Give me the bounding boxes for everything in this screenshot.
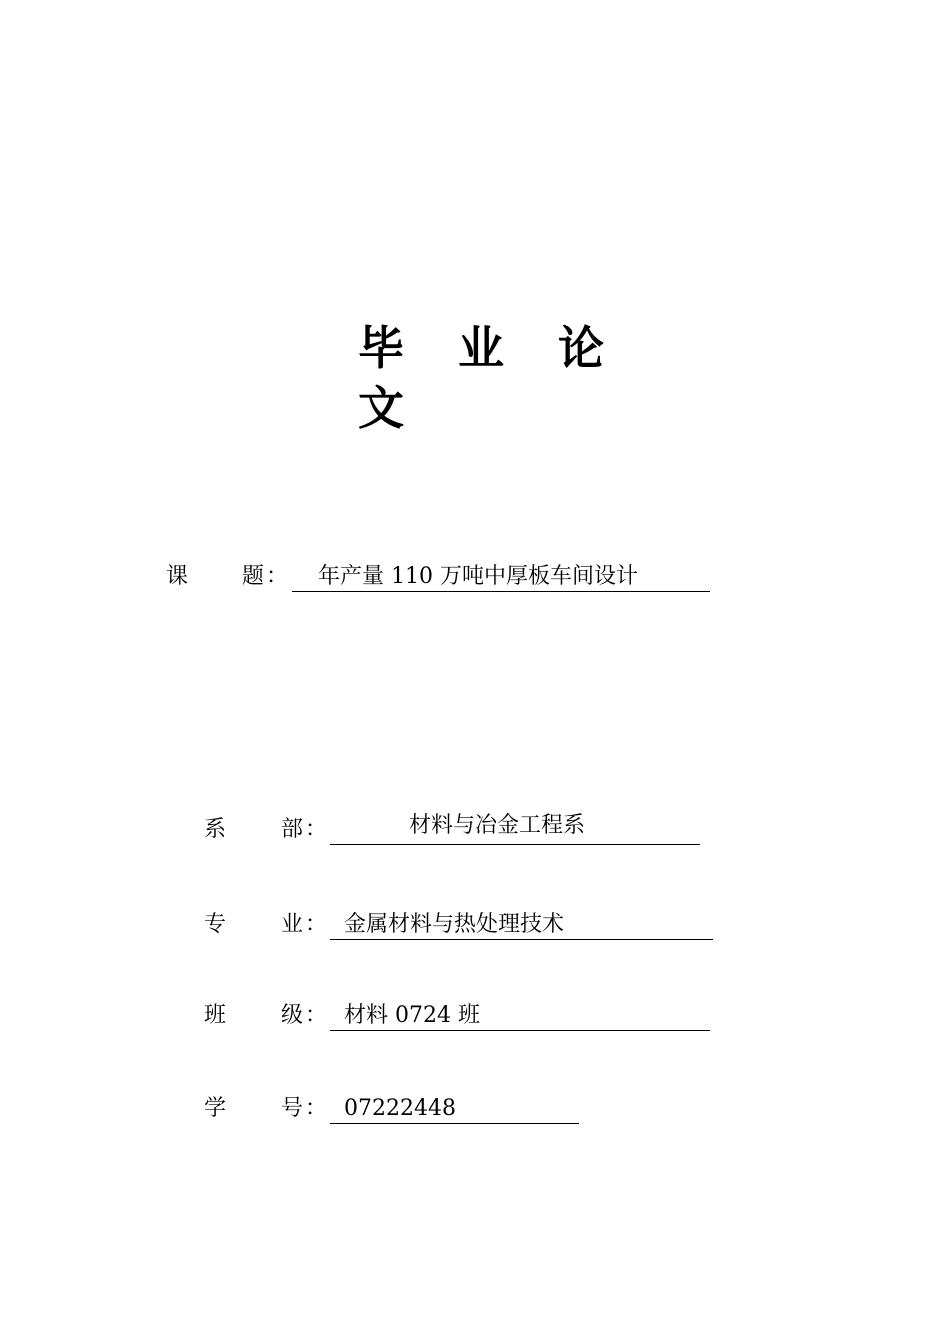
department-label-char-1: 系 — [204, 817, 227, 842]
major-field — [0, 910, 950, 940]
student-id-label-char-1: 学 — [204, 1096, 227, 1121]
department-underline — [330, 844, 700, 845]
title-char-3: 论 — [558, 321, 604, 375]
title-char-4: 文 — [358, 381, 404, 435]
student-id-label-char-2: 号 — [281, 1096, 304, 1121]
class-label-char-2: 级 — [281, 1003, 304, 1028]
major-label-char-2: 业 — [281, 912, 304, 937]
department-label-char-2: 部 — [281, 817, 304, 842]
student-id-field — [0, 1094, 950, 1124]
student-id-underline — [330, 1123, 579, 1124]
class-value: 材料 0724 班 — [344, 1003, 480, 1028]
title-char-2: 业 — [458, 321, 504, 375]
class-label-char-1: 班 — [204, 1003, 227, 1028]
student-id-colon: ： — [305, 1096, 328, 1121]
cover-title — [358, 318, 738, 435]
major-underline — [330, 939, 713, 940]
topic-label-char-1: 课 — [166, 564, 189, 589]
department-field — [0, 815, 950, 845]
topic-field — [0, 562, 950, 592]
class-underline — [330, 1030, 710, 1031]
major-label-char-1: 专 — [204, 912, 227, 937]
major-value: 金属材料与热处理技术 — [344, 912, 565, 937]
topic-label-char-2: 题 — [242, 564, 265, 589]
title-char-1: 毕 — [358, 321, 404, 375]
student-id-value: 07222448 — [344, 1096, 456, 1121]
department-value: 材料与冶金工程系 — [409, 813, 586, 838]
topic-underline — [292, 591, 710, 592]
major-colon: ： — [305, 912, 328, 937]
department-colon: ： — [305, 817, 328, 842]
class-field — [0, 1001, 950, 1031]
topic-colon: ： — [266, 564, 289, 589]
topic-value: 年产量 110 万吨中厚板车间设计 — [318, 564, 638, 589]
class-colon: ： — [305, 1003, 328, 1028]
